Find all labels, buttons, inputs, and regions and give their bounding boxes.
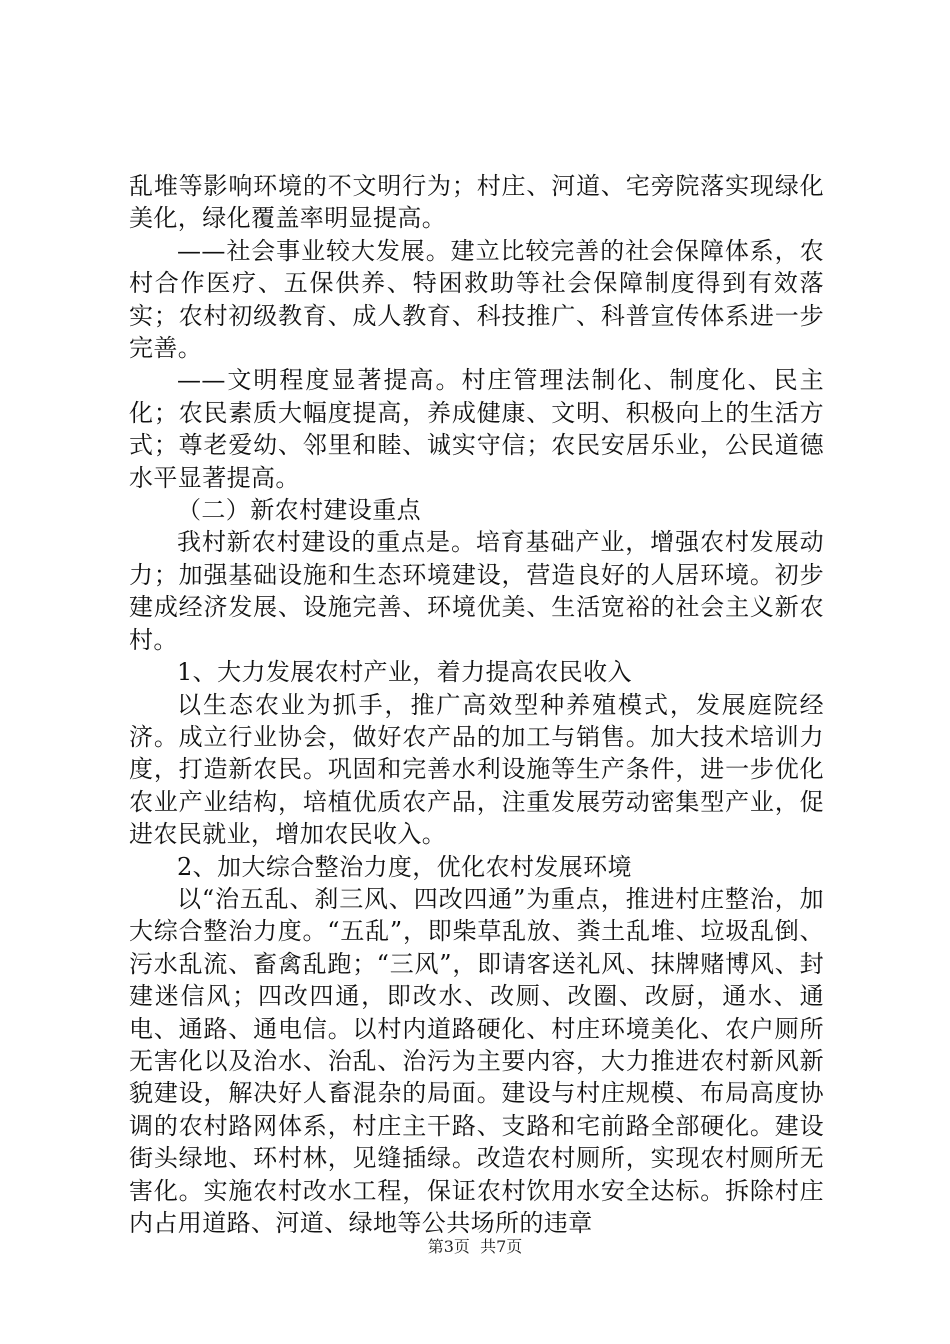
section-heading-key-points: （二）新农村建设重点 <box>177 496 421 525</box>
paragraph-continuation: 乱堆等影响环境的不文明行为；村庄、河道、宅旁院落实现绿化美化，绿化覆盖率明显提高。 <box>129 172 824 233</box>
paragraph-social-development: ——社会事业较大发展。建立比较完善的社会保障体系，农村合作医疗、五保供养、特困救助等社会保障制度得到有效落实；农村初级教育、成人教育、科技推广、科普宣传体系进一步完善。 <box>129 236 824 363</box>
subheading-environment: 2、加大综合整治力度，优化农村发展环境 <box>177 852 632 881</box>
page-footer <box>0 1237 950 1257</box>
paragraph-industry: 以生态农业为抓手，推广高效型种养殖模式，发展庭院经济。成立行业协会，做好农产品的加工与销售。加大技术培训力度，打造新农民。巩固和完善水利设施等生产条件，进一步优化农业产业结构，培植优质农产品，注重发展劳动密集型产业，促进农民就业，增加农民收入。 <box>129 690 824 849</box>
paragraph-civilization: ——文明程度显著提高。村庄管理法制化、制度化、民主化；农民素质大幅度提高，养成健康、文明、积极向上的生活方式；尊老爱幼、邻里和睦、诚实守信；农民安居乐业，公民道德水平显著提高。 <box>129 366 824 492</box>
document-body <box>129 170 824 1239</box>
subheading-industry: 1、大力发展农村产业，着力提高农民收入 <box>177 658 632 687</box>
paragraph-environment: 以“治五乱、刹三风、四改四通”为重点，推进村庄整治，加大综合整治力度。“五乱”，即柴草乱放、粪土乱堆、垃圾乱倒、污水乱流、畜禽乱跑；“三风”，即请客送礼风、抹牌赌博风、封建迷信风；四改四通，即改水、改厕、改圈、改厨，通水、通电、通路、通电信。以村内道路硬化、村庄环境美化、农户厕所无害化以及治水、治乱、治污为主要内容，大力推进农村新风新貌建设，解决好人畜混杂的局面。建设与村庄规模、布局高度协调的农村路网体系，村庄主干路、支路和宅前路全部硬化。建设街头绿地、环村林，见缝插绿。改造农村厕所，实现农村厕所无害化。实施农村改水工程，保证农村饮用水安全达标。拆除村庄内占用道路、河道、绿地等公共场所的违章 <box>129 884 824 1237</box>
paragraph-key-points: 我村新农村建设的重点是。培育基础产业，增强农村发展动力；加强基础设施和生态环境建设，营造良好的人居环境。初步建成经济发展、设施完善、环境优美、生活宽裕的社会主义新农村。 <box>129 528 824 654</box>
page-number: 第3页 共7页 <box>427 1237 523 1256</box>
